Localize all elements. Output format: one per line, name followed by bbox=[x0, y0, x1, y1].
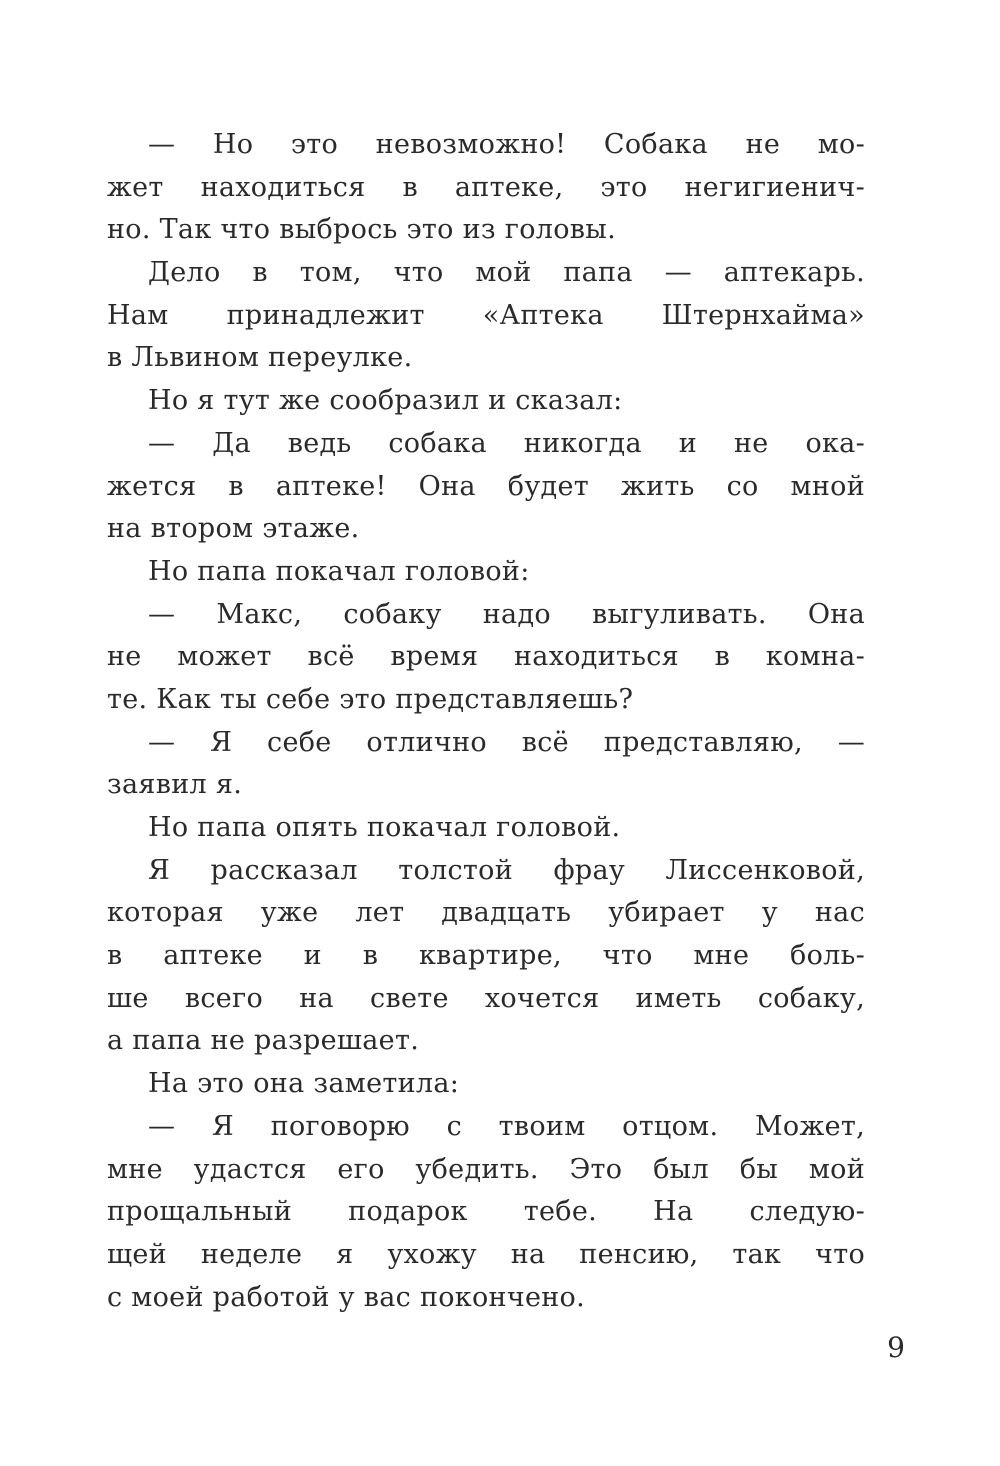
text-line: Но папа покачал головой: bbox=[148, 555, 530, 587]
text-line: ше всего на свете хочется иметь собаку, bbox=[107, 982, 865, 1014]
text-line: жется в аптеке! Она будет жить со мной bbox=[107, 470, 865, 502]
text-line: — Я поговорю с твоим отцом. Может, bbox=[148, 1110, 865, 1142]
text-line: щей неделе я ухожу на пенсию, так что bbox=[107, 1238, 865, 1270]
text-line: Дело в том, что мой папа — аптекарь. bbox=[148, 257, 865, 289]
text-line: Но папа опять покачал головой. bbox=[148, 812, 621, 843]
text-line: жет находиться в аптеке, это негигиенич- bbox=[107, 171, 865, 203]
text-line: — Макс, собаку надо выгуливать. Она bbox=[148, 598, 865, 630]
text-line: На это она заметила: bbox=[148, 1068, 460, 1100]
text-line: прощальный подарок тебе. На следую- bbox=[107, 1196, 865, 1228]
text-line: но. Так что выбрось это из головы. bbox=[107, 214, 616, 246]
text-line: на втором этаже. bbox=[107, 513, 360, 545]
body-text bbox=[107, 124, 865, 1319]
text-line: те. Как ты себе это представляешь? bbox=[107, 683, 634, 715]
text-line: которая уже лет двадцать убирает у нас bbox=[107, 897, 865, 929]
page-number: 9 bbox=[887, 1331, 905, 1364]
text-line: — Да ведь собака никогда и не ока- bbox=[148, 427, 865, 459]
text-line: в аптеке и в квартире, что мне боль- bbox=[107, 940, 865, 972]
text-line: — Я себе отлично всё представляю, — bbox=[148, 726, 865, 758]
text-line: с моей работой у вас покончено. bbox=[107, 1281, 585, 1313]
text-line: в Львином переулке. bbox=[107, 342, 413, 374]
text-line: Я рассказал толстой фрау Лиссенковой, bbox=[148, 854, 865, 886]
text-line: заявил я. bbox=[107, 769, 243, 801]
text-line: а папа не разрешает. bbox=[107, 1025, 420, 1057]
text-line: мне удастся его убедить. Это был бы мой bbox=[107, 1153, 865, 1185]
text-line: — Но это невозможно! Собака не мо- bbox=[148, 129, 865, 160]
text-line: Но я тут же сообразил и сказал: bbox=[148, 385, 623, 417]
text-line: Нам принадлежит «Аптека Штернхайма» bbox=[107, 299, 865, 331]
text-line: не может всё время находиться в комна- bbox=[107, 641, 865, 673]
